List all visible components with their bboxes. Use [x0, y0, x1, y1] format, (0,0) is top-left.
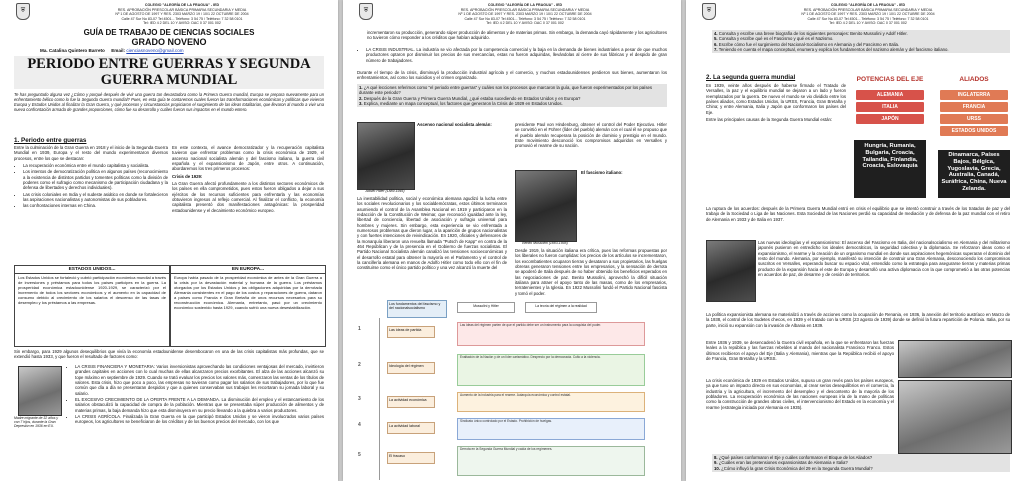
- nazi-heading: Ascenso nacional socialista alemán:: [417, 122, 492, 127]
- activities-block: [712, 30, 1010, 53]
- crisis-factors: [66, 364, 324, 426]
- question-8: 8. ¿Qué países conformaron el Eje y cuáles conformaron el Bloque de los Aliados?: [714, 455, 873, 460]
- section-1-heading: 1. Periodo entre guerras: [14, 137, 87, 144]
- page-1: [0, 0, 338, 481]
- allies-item: ESTADOS UNIDOS: [940, 126, 1008, 136]
- allies-panel: [934, 74, 1014, 202]
- concept-row-label: La actividad económica: [387, 396, 435, 408]
- big-title: PERIODO ENTRE GUERRAS Y SEGUNDA GUERRA MUNDIAL: [14, 56, 324, 89]
- us-box-text: Los Estados Unidos se fortaleció y cubrió participación económica mundial a través de inversiones y préstamos para todos los países participes en la guerra. La prosperidad económica estadounidense 1920-1929, se caracterizó por el incremento de todos los sectores económicos y el aumento en la capacidad de consumo debido al crecimiento de los salarios el descenso de las tasas de desempleo y los préstamos a las empresas.: [18, 275, 166, 305]
- activity-item: 6. Escribe cómo fue el surgimiento del Nacional-Socialismo en Alemania y del Fascismo en Italia.: [714, 41, 900, 47]
- concept-row: 5 El fracaso Derrota en la Segunda Guerra Mundial y caída de los regímenes.: [357, 446, 667, 476]
- axis-list: [850, 88, 930, 126]
- sec2-causes-intro: Entre las principales causas de la Segunda Guerra Mundial están:: [706, 117, 833, 123]
- cause-3: La política expansionista alemana se materializó a través de acciones como la ocupación de Renania, en 1936, la anexión del territorio austríaco en Marzo de la 1938, el control de los Sudetes checos, en 1939 y el tratado con la URSS (23 agosto de 1939) donde se definió la futura repartición de Polonia. Italia, por su parte, inició su expansión con la invasión de Albania en 1939.: [706, 312, 1010, 328]
- activity-item: 5. Consulta y escribe qué es el Fascismo y qué es el Nazismo.: [714, 36, 834, 42]
- concept-row: 4 La actividad laboral Sindicato único controlado por el Estado. Prohibición de huelgas.: [357, 418, 667, 442]
- sec2-intro: En 1939, veinte años después de haberse firmado el Tratado de Versalles, la paz y el equilibrio mundial se dejaron a un lado y fueron reemplazados por la guerra. De nuevo el mundo se vio dividido entre los países aliados, como Estados Unidos, la URSS, Francia, Gran Bretaña y China; y entre Alemania, Italia y Japón que conformaron los países del Eje.: [706, 83, 846, 115]
- allies-item: INGLATERRA: [940, 90, 1008, 100]
- europe-box-heading: EN EUROPA...: [171, 266, 325, 274]
- concept-row-text: Derrota en la Segunda Guerra Mundial y caída de los regímenes.: [457, 446, 645, 476]
- school-crest-icon: ⛨: [702, 3, 716, 20]
- fascism-heading: El fascismo italiano:: [581, 170, 623, 175]
- concept-row-label: Ideología del régimen: [387, 362, 435, 374]
- school-contact: Tel: IED 4 2 DEL 10 Y AVISO: DAC 0 37 001 002: [143, 21, 221, 26]
- fascism-block: [581, 170, 667, 175]
- school-resolution-2: Nº 1 DE AGOSTO DE 1997 Y RES. 2303 MARZO 19 / 10/1 22 OCTUBRE DE 2004: [801, 12, 935, 17]
- axis-item: ITALIA: [856, 102, 924, 112]
- europe-box: [170, 265, 326, 347]
- crisis-text: La Gran Guerra afectó profundamente a los distintos sectores económicos de los países en ella comprometidos, pues estos fueron obligados a dejar a sus ejércitos de los recursos suficientes para enfrentarla y las economías obtuvieron ingresos al reflejo comercial. Al finalizar el conflicto, la economía capitalista presentó dos manifestaciones antagónicas: la prosperidad estadounidense y el decaimiento económico europeo.: [172, 181, 324, 213]
- teacher-line: [40, 48, 184, 53]
- school-header: [686, 0, 1024, 26]
- concept-row-text: Aumento de la industria para el rearme. Autarquía económica y control estatal.: [457, 392, 645, 412]
- school-header: [343, 0, 681, 26]
- concept-map: [357, 300, 667, 480]
- grade-title: GRADO NOVENO: [131, 37, 207, 47]
- list-item: • LA CRISIS FINANCIERA Y MONETARIA: Varios inversionistas aprovechando las condiciones ventajosas del mercado, invirtieron grandes capitales en acciones con lo cual muchas de ellas alcanzaron precios exorbitantes. El alza de las acciones alcanzó su tope máximo en septiembre de 1929. Cuando se trató evaluar los precios los valores más, comenzaron las ventas de los títulos de valores. Esta crisis, hizo que poco a poco, las empresas no tuvieran como pagar los salarios de sus trabajadores, por lo que fue común que día a día se presentaran despidos y que a quienes conservaban sus trabajos les recortaran su jornada laboral y su salario.: [75, 364, 324, 396]
- concept-row: 3 La actividad económica Aumento de la industria para el rearme. Autarquía económica y control estatal.: [357, 392, 667, 414]
- col2-intro: En este contexto, el avance democratizador y la recuperación capitalista tuvieron que enfrentar problemas como la crisis económica de 1929, el ascenso nacional socialista alemán y del fascismo italiano, la guerra civil española y el expansionismo de Japón, entre otros. A continuación, abordaremos los tres primeros procesos:: [172, 145, 324, 172]
- email-label: Email:: [111, 48, 126, 53]
- crisis-heading: Crisis de 1929:: [172, 173, 203, 179]
- school-resolution-2: Nº 1 DE AGOSTO DE 1997 Y RES. 2303 MARZO 19 / 10/1 22 OCTUBRE DE 2004: [458, 12, 592, 17]
- axis-panel: [850, 74, 930, 202]
- list-item: • Las crisis coloniales en India y el sudeste asiático en donde se fortalecieron las aspiraciones nacionalistas y autonomistas de sus pobladores.: [23, 192, 168, 203]
- axis-item: JAPÓN: [856, 114, 924, 124]
- teacher-name: Ma. Catalina Quintero Barreto: [40, 48, 105, 53]
- concept-row-label: El fracaso: [387, 452, 435, 464]
- school-name: COLEGIO "ALEGRÍA DE LA FRAGUA" - IED: [487, 3, 563, 7]
- nazi-block: [417, 122, 505, 127]
- school-info: [379, 3, 671, 26]
- fascism-text: Desde 1919, la situación italiana era crítica, pues las reformas propuestas por los liberales no fueron cumplidas: los precios de los artículos se incrementaron, los excombatientes ocuparon tierras y desataron a sus propietarios, las huelgas obreras generaron tensiones entre los empresarios, y la sensación de derrota se apoderó de Italia después de no haber obtenido los beneficios esperados en las negociaciones de paz. Benito Mussolini, aprovechó la difícil situación italiana para atraer el apoyo tanto de las masas, como de los empresarios, terratenientes y la Iglesia. En 1922 Mussolini fundó el Partido Nacional fascista y tomó el poder.: [515, 248, 667, 296]
- final-questions: [712, 454, 1010, 472]
- axis-members-box: Hungría, Rumania, Bulgaria, Croacia, Tailandia, Finlandia, Croacia, Eslovaquia: [854, 140, 926, 198]
- soldiers-photo: [706, 240, 756, 302]
- allies-item: URSS: [940, 114, 1008, 124]
- activity-item: 4. Consulta y escribe una breve biografía de los siguientes personajes: Benito Mussolini y Adolf Hitler.: [714, 31, 908, 36]
- photo-caption: Madre migrante de 32 años y con 7 hijos, durante la Gran Depresión en 1936 en EU.: [14, 416, 59, 429]
- concept-map-title: Los fundamentos del fascismo y del nacionalsocialismo: [387, 300, 447, 318]
- mussolini-caption: Benito Mussolini (1883-1945): [522, 241, 568, 245]
- hitler-photo: [357, 122, 415, 190]
- city-photo: [898, 380, 1012, 454]
- guide-title: GUÍA DE TRABAJO DE CIENCIAS SOCIALES: [83, 28, 255, 37]
- allies-members-box: Dinamarca, Países Bajos, Bélgica, Yugoslavia, Grecia, Australia, Canadá, Suráfrica, China, Nueva Zelanda.: [938, 150, 1010, 198]
- question-10: 10. ¿Cómo influyó la gran Crisis Económica del 29 en la Segunda Guerra Mundial?: [714, 465, 873, 471]
- crowd-photo: [898, 340, 1012, 378]
- cause-5: La crisis económica de 1929 en Estados Unidos, supuso un gran revés para los países europeos, ya que tuvo un impacto directo en sus economías, al crear serios desequilibrios en el comercio, la industria y la agricultura, el incremento del desempleo y el descontento de la mayoría de los pobladores. La recuperación económica de las naciones europeas iría de la mano de políticas como la construcción de grandes obras civiles, el intervencionismo del Estado en la economía y el rearme (estrategia iniciada por Alemania en 1935).: [706, 378, 894, 410]
- page-2: [343, 0, 681, 481]
- fascism-text-wrap: [515, 248, 667, 296]
- question-3: 3. Explica, mediante un mapa conceptual, los factores que generaron la Crisis de 1929 en Estados Unidos.: [359, 100, 563, 106]
- concept-row-label: La actividad laboral: [387, 422, 435, 434]
- school-header: [0, 0, 338, 26]
- question-1: 1. ¿A qué lecciones referimos como "el periodo entre guerras" y cuáles son los procesos que marcaron la guía, que fueron experimentados por los países durante este periodo?: [359, 85, 653, 96]
- question-2: 2. Después de la Gran Guerra y Primera Guerra Mundial, ¿qué estaba sucediendo en Estados Unidos y en Europa?: [359, 95, 581, 101]
- mid-text: Durante el tiempo de la crisis, disminuyó la producción industrial agrícola y el comercio, y muchos estadounidenses perdieron sus bienes, aumentaron los enfrentamientos, así como los suicidios y el crimen organizado.: [357, 70, 667, 81]
- page-3: [686, 0, 1024, 481]
- allies-item: FRANCIA: [940, 102, 1008, 112]
- list-item: • LA CRISIS INDUSTRIAL. La industria se vio afectada por la competencia comercial y la baja en la demanda de bienes industriales a pesar de que muchos productores optaron por disminuir los precios de sus mercancías, estas no fueron adquiridas, llevándolas al cierre de sus fábricas y el despido de gran número de trabajadores.: [366, 47, 667, 63]
- col1-text: [14, 145, 168, 210]
- concept-row-text: Exaltación de la Nación y de un líder carismático. Desprecio por la democracia. Culto a la violencia.: [457, 354, 645, 386]
- concept-map-header-1: Mussolini y Hitler: [457, 302, 515, 313]
- school-resolution: RES. APROBACIÓN PRESCOLAR BÁSICA PRIMARIA SECUNDARIA Y MEDIA: [460, 7, 590, 12]
- list-item: • La recuperación económica entre el mundo capitalista y socialista.: [23, 163, 168, 168]
- school-resolution: RES. APROBACIÓN PRESCOLAR BÁSICA PRIMARIA SECUNDARIA Y MEDIA: [117, 7, 247, 12]
- list-item: • LA CRISIS AGRÍCOLA. Finalizada la Gran Guerra en la que participó Estados Unidos y se vieron involucrados varios países europeos, los agricultores se beneficiaron de los créditos y de los buenos precios del mercado, con los que: [75, 414, 324, 425]
- school-info: [722, 3, 1014, 26]
- hitler-caption: Adolfo Hitler (1889-1945): [365, 189, 405, 193]
- school-name: COLEGIO "ALEGRÍA DE LA FRAGUA" - IED: [830, 3, 906, 7]
- sec2-text: [706, 83, 846, 124]
- concept-row: 2 Ideología del régimen Exaltación de la Nación y de un líder carismático. Desprecio por la democracia. Culto a la violencia.: [357, 354, 667, 388]
- concept-row: 1 Las ideas de partida Las ideas del régimen parten de que el partido debe ser un instrumento para la conquista del poder.: [357, 322, 667, 352]
- migrant-mother-photo: [18, 366, 62, 416]
- concept-map-header-2: La teoría del régimen a la realidad: [525, 302, 597, 313]
- allies-list: [934, 88, 1014, 138]
- mussolini-photo: [515, 170, 577, 242]
- school-resolution-2: Nº 1 DE AGOSTO DE 1997 Y RES. 2303 MARZO 19 / 10/1 22 OCTUBRE DE 2004: [115, 12, 249, 17]
- intro-text: Te has preguntado alguna vez ¿Cómo y porqué después de vivir una guerra tan devastadora como la Primera Guerra mundial, Europa se prepara nuevamente para un enfrentamiento bélico como lo fue la Segunda Guerra mundial? Pues, en esta guía te contaremos cuales fueron las transformaciones económicas y políticas que vivieron Europa y Estados Unidos al finalizar la Gran Guerra, y qué procesos y circunstancias propiciaron el surgimiento de las ideas totalitarias, que llevaron al mundo a vivir una nueva confrontación armada de grandes proporciones, cómo fue su desarrollo y cuáles fueron sus impactos en el mundo entero.: [14, 92, 324, 112]
- school-crest-icon: ⛨: [16, 3, 30, 20]
- section-2-heading: 2. La segunda guerra mundial: [706, 74, 796, 81]
- list-item: • las confrontaciones internas en China.: [23, 203, 168, 208]
- questions-block: [357, 84, 667, 107]
- school-crest-icon: ⛨: [359, 3, 373, 20]
- concept-row-label: Las ideas de partida: [387, 326, 435, 338]
- school-name: COLEGIO "ALEGRÍA DE LA FRAGUA" - IED: [144, 3, 220, 7]
- school-address: Calle 47 Sur No 83-07 Tel 4501... Teléfono: 3 54 75 / Teléfono: 7 32 58 0101: [807, 16, 929, 21]
- school-info: [36, 3, 328, 26]
- cause-1: La ruptura de los acuerdos: después de la Primera Guerra Mundial entró en crisis el equilibrio que se intentó construir a través de los tratados de paz y del trabajo de la Sociedad o Liga de las Naciones. Esta Sociedad de las Naciones perdió su capacidad de mediación y de defensa de la paz mundial con el retiro de Alemania en 1933 y de Italia en 1937.: [706, 206, 1010, 222]
- us-box-heading: ESTADOS UNIDOS...: [15, 266, 169, 274]
- col2-text: [172, 145, 324, 215]
- axis-title: POTENCIAS DEL EJE: [856, 76, 924, 83]
- school-address: Calle 47 Sur No 83-07 Tel 4501... Teléfono: 3 54 75 / Teléfono: 7 32 58 0101: [464, 16, 586, 21]
- col1-intro: Entre la culminación de la Gran Guerra en 1918 y el inicio de la Segunda Guerra Mundial en 1939, Europa y el resto del mundo experimentaron diversos procesos, entre los que se destacan:: [14, 145, 168, 161]
- concept-row-text: Las ideas del régimen parten de que el partido debe ser un instrumento para la conquista del poder.: [457, 322, 645, 346]
- europe-box-text: Europa había pasado de la prosperidad económica de antes de la Gran Guerra a la crisis por la devastación material y humana de la guerra. Los préstamos otorgados por los Estados Unidos y las obligaciones adquiridas por la derrotada Alemania consistentes en el pago de los costos y reparaciones de guerra, dataron a países como Francia e Gran Bretaña de unos recursos necesarios para su reconstrucción económica. Alemania, entretanto, pasó por un crecimiento económico sostenido hasta 1929, cuando sufrió una nueva desestabilización.: [174, 275, 322, 310]
- nazi-text: La inestabilidad política, social y económica alemana agudizó la lucha entre los sociales revolucionarios y los socialdemócratas, estos últimos terminaron asumiendo el control de la Asamblea Nacional en 1919 y participaron en la redacción de la Constitución de Weimar, que reconoció igualdad ante la ley, libertad de conciencia, libertad de asociación y sufragio universal para hombres y mujeres. Sin embargo, esta experiencia se vio enfrentada a numerosos problemas que dieron lugar, a la aparición de grupos nacionalistas y con fuertes intenciones de reivindicación. En 1920, oficiales y defensores de la monarquía liberaron una revuelta llamada "Putsch de Kapp" en contra de la 464 Repúblican y de la presencia en el Gobierno de fuerzas socialistas. El Partido Nacional Socialista alemán canalizó las tensiones socioeconómicas y el desarrollo estatal para obtener la mayoría en el Parlamento y el control de la cancillería alemana en manos de Adolfo Hitler como todo ello con el fin de constituirse como el único partido político y una vez alcanzó la muerte del: [357, 196, 507, 271]
- email-link[interactable]: cienciasnoveno@gmail.com: [126, 48, 184, 53]
- after-text: Sin embargo, para 1929 algunos desequilibrios que vivía la economía estadounidense desembocaron en una de las crisis capitalistas más profundas, que se extendió hasta 1933, y que fueron el resultado de factores como:: [14, 349, 324, 360]
- cause-4: Entre 1936 y 1939, se desencadenó la Guerra civil española, en la que se enfrentaron las fuerzas leales a la república y las fuerzas rebeldes al mando del nacionalista Francisco Franco. Estos últimos recibieron el apoyo del Eje (Italia y Alemania), mientras que la República recibió el apoyo de Francia, Gran Bretaña y la URSS.: [706, 340, 894, 362]
- nazi-text-wrap: [357, 196, 507, 271]
- industrial-crisis: [357, 47, 667, 64]
- cause-2: Las nuevas ideologías y el expansionismo: El ascenso del Fascismo en Italia, del nacionalsocialismo en Alemania y del militarismo japonés pusieron en entredicho los ideales democráticos, la seguridad colectiva y la diplomacia. Se reforzaron ideas como el expansionismo, el rearme y la creación de un organismo mundial en donde sus aspiraciones hegemónicas superaran el dominio del resto del mundo. Alemania, por ejemplo, manifestó su intención de construir una Gran Alemania, desconociendo los compromisos suscritos en Versalles, esperando buscar su espacio vital, entendido como la estrategia para asegurarse tierras y materias primas producto de la expansión hacia el este de Europa y desarrolló una activa diplomacia con la que comprometió a las otras potencias en acuerdos de paz, de desarme y de cesión de territorios.: [758, 240, 1010, 278]
- top-text: incrementaron su producción, generando súper producción de alimentos y de materias primas. Sin embargo, la demanda cayó rápidamente y los agricultores no tuvieron cómo responder a los créditos que habían adquirido.: [367, 30, 667, 41]
- axis-item: ALEMANIA: [856, 90, 924, 100]
- school-resolution: RES. APROBACIÓN PRESCOLAR BÁSICA PRIMARIA SECUNDARIA Y MEDIA: [803, 7, 933, 12]
- hindenburg-text: presidente Paul von Hindenburg, obtener el control del Poder Ejecutivo. Hitler se convirtió en el Führer (líder del pueblo) alemán con el cual él se propuso que el pueblo alemán recuperara la posición de dominio y prestigio en el mundo. Este movimiento desconoció los compromisos adquiridos en Versalles y promovió el rearme de su nación.: [515, 122, 667, 149]
- list-item: • EL EXCESIVO CRECIMIENTO DE LA OFERTA FRENTE A LA DEMANDA. La disminución del empleo y el estancamiento de los salarios obstaculizó la capacidad de compra de la población. Mientras que se presentaba súper producción de alimentos y de materias primas, la baja demanda hizo que esta disminuyera en su precio llevando a la quiebra a varios productores.: [75, 397, 324, 413]
- us-box: [14, 265, 170, 347]
- allies-title: ALIADOS: [959, 76, 989, 83]
- school-contact: Tel: IED 4 2 DEL 10 Y AVISO: DAC 0 37 001 002: [486, 21, 564, 26]
- school-address: Calle 47 Sur No 83-07 Tel 4501... Teléfono: 3 54 75 / Teléfono: 7 32 58 0101: [121, 16, 243, 21]
- question-9: 9. ¿Cuáles eran las pretensiones expansionistas de Alemania e Italia?: [714, 460, 848, 466]
- school-contact: Tel: IED 4 2 DEL 10 Y AVISO: DAC 0 37 001 002: [829, 21, 907, 26]
- concept-row-text: Sindicato único controlado por el Estado. Prohibición de huelgas.: [457, 418, 645, 440]
- list-item: • Los intentos de democratización política en algunos países (reconocimiento a la existencia de distintos partidos y tomentes políticas como la división de poderes como el sufragio como mecanismo de participación ciudadana y la defensa de libertades y derechos individuales).: [23, 169, 168, 190]
- activity-item: 7. Teniendo en cuenta el mapa conceptual, enumera y explica los fundamentos del nazismo alemán y del fascismo italiano.: [714, 46, 949, 52]
